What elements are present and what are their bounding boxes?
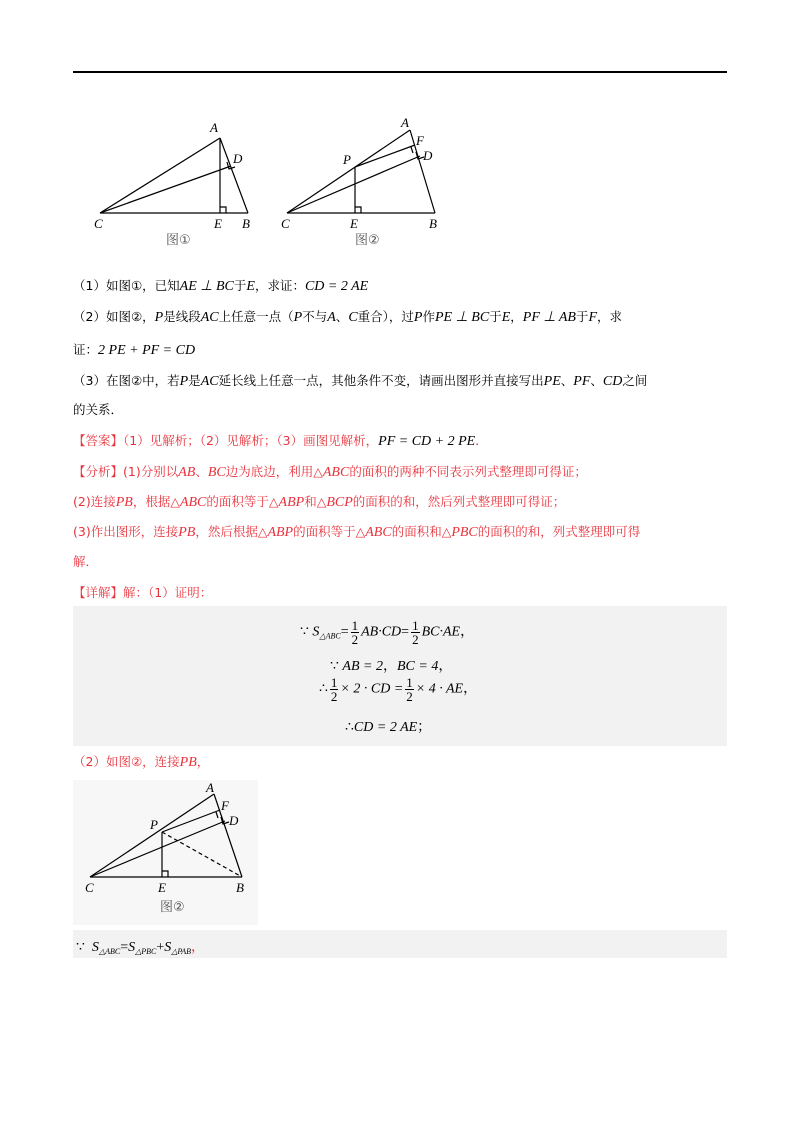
question-3: （3）在图②中，若P是AC延长线上任意一点，其他条件不变，请画出图形并直接写出PE、PF、CD之间 bbox=[73, 373, 648, 389]
proof-block bbox=[73, 606, 727, 746]
fig2-label-d: D bbox=[423, 148, 433, 163]
fig3-label-c: C bbox=[85, 880, 94, 895]
fig1-label-e: E bbox=[214, 216, 222, 231]
fig2-label-b: B bbox=[429, 216, 437, 231]
analysis-line-3: (3)作出图形，连接PB，然后根据△ABP的面积等于△ABC的面积和△PBC的面积的和，列式整理即可得 bbox=[73, 524, 641, 540]
fig3-caption: 图② bbox=[160, 900, 185, 915]
question-1: （1）如图①，已知AE ⊥ BC于E，求证：CD = 2 AE bbox=[73, 278, 369, 294]
fig1-label-a: A bbox=[210, 120, 218, 135]
fig3-label-d: D bbox=[229, 813, 239, 828]
fig2-label-e: E bbox=[350, 216, 358, 231]
figure-1 bbox=[90, 118, 270, 248]
fig2-label-f: F bbox=[416, 133, 424, 148]
part-2-line: （2）如图②，连接PB， bbox=[73, 754, 210, 770]
figure-3 bbox=[78, 780, 258, 925]
fig2-label-c: C bbox=[281, 216, 290, 231]
detail-tag: 【详解】 bbox=[73, 585, 124, 600]
figure-2 bbox=[277, 112, 457, 248]
answer-tag: 【答案】 bbox=[73, 433, 124, 448]
fig1-label-c: C bbox=[94, 216, 103, 231]
analysis-line-1: 【分析】(1)分别以AB、BC边为底边，利用△ABC的面积的两种不同表示列式整理即可得证； bbox=[73, 464, 587, 480]
fig1-caption: 图① bbox=[166, 233, 191, 248]
question-2: （2）如图②，P是线段AC上任意一点（P不与A、C重合），过P作PE ⊥ BC于E，PF ⊥ AB于F，求 bbox=[73, 309, 623, 325]
question-3-line-2: 的关系． bbox=[73, 402, 124, 417]
detail-line: 【详解】解：（1）证明： bbox=[73, 585, 213, 600]
question-2-line-2: 证：2 PE + PF = CD bbox=[73, 342, 196, 358]
header-rule bbox=[73, 71, 727, 73]
fig2-label-p: P bbox=[343, 152, 351, 167]
analysis-line-4: 解． bbox=[73, 554, 99, 569]
proof-line-3: ∴ $\frac{1}{2}$ × 2 · CD = $\frac{1}{2}$ × 4 · AE， bbox=[319, 675, 478, 704]
fig3-label-a: A bbox=[206, 780, 214, 795]
proof-line-2: ∵ AB = 2，BC = 4， bbox=[330, 659, 453, 674]
analysis-line-2: (2)连接PB，根据△ABC的面积等于△ABP和△BCP的面积的和，然后列式整理即可得证； bbox=[73, 494, 566, 510]
analysis-tag: 【分析】 bbox=[73, 464, 124, 479]
last-equation: ∵ $S_{\triangle ABC}=S_{\triangle PBC}+S_{\triangle PAB}$， bbox=[76, 940, 206, 956]
proof-line-1: ∵ $S_{\triangle ABC}=$ $\frac{1}{2}$ AB·CD= $\frac{1}{2}$ BC·AE， bbox=[300, 618, 475, 647]
fig3-label-p: P bbox=[150, 817, 158, 832]
fig3-label-f: F bbox=[221, 798, 229, 813]
fig3-label-e: E bbox=[158, 880, 166, 895]
fig1-label-d: D bbox=[233, 151, 243, 166]
fig2-caption: 图② bbox=[355, 233, 380, 248]
answer-line: 【答案】（1）见解析；（2）见解析；（3）画图见解析，PF = CD + 2 PE． bbox=[73, 433, 488, 449]
fig1-label-b: B bbox=[242, 216, 250, 231]
fig3-label-b: B bbox=[236, 880, 244, 895]
fig2-label-a: A bbox=[401, 115, 409, 130]
proof-line-4: ∴CD = 2 AE； bbox=[345, 720, 432, 735]
